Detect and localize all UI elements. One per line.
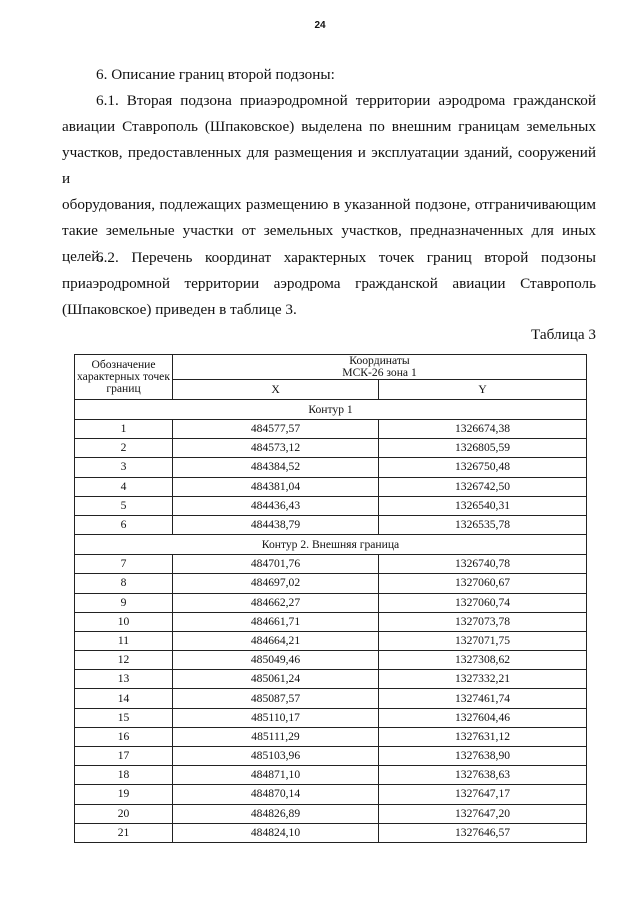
- paragraph-line: такие земельные участки от земельных участков, предназначенных для иных: [62, 222, 596, 239]
- table-row: [75, 651, 587, 670]
- point-number: 5: [75, 496, 173, 515]
- point-number: 4: [75, 477, 173, 496]
- y-coordinate: 1327060,67: [379, 574, 587, 593]
- table-row: [75, 747, 587, 766]
- x-coordinate: 484661,71: [173, 612, 379, 631]
- x-coordinate: 484577,57: [173, 420, 379, 439]
- table-row: [75, 823, 587, 842]
- y-coordinate: 1327647,20: [379, 804, 587, 823]
- paragraph-line: целей.: [62, 248, 104, 265]
- y-coordinate: 1326535,78: [379, 515, 587, 534]
- x-coordinate: 484438,79: [173, 515, 379, 534]
- coordinates-header-system: МСК-26 зона 1: [342, 366, 417, 379]
- table-body: [75, 400, 587, 843]
- x-coordinate: 485111,29: [173, 727, 379, 746]
- x-coordinate: 484573,12: [173, 439, 379, 458]
- x-coordinate: 485087,57: [173, 689, 379, 708]
- x-coordinate: 485049,46: [173, 651, 379, 670]
- table-row: [75, 785, 587, 804]
- y-coordinate: 1326540,31: [379, 496, 587, 515]
- table-row: [75, 804, 587, 823]
- coordinates-header-title: Координаты: [349, 354, 410, 367]
- table-row: [75, 477, 587, 496]
- y-coordinate: 1327461,74: [379, 689, 587, 708]
- x-coordinate: 484826,89: [173, 804, 379, 823]
- x-coordinate: 484824,10: [173, 823, 379, 842]
- y-coordinate: 1327638,63: [379, 766, 587, 785]
- point-number: 14: [75, 689, 173, 708]
- table-row: [75, 593, 587, 612]
- y-coordinate: 1326674,38: [379, 420, 587, 439]
- section-heading: [96, 62, 596, 88]
- point-number: 11: [75, 631, 173, 650]
- contour-1-title: Контур 1: [75, 400, 587, 420]
- x-coordinate: 485110,17: [173, 708, 379, 727]
- table-row: [75, 574, 587, 593]
- table-row: [75, 612, 587, 631]
- y-column-header: Y: [379, 380, 587, 400]
- point-number: 10: [75, 612, 173, 631]
- paragraph-6-2: [62, 245, 596, 323]
- point-number: 17: [75, 747, 173, 766]
- y-coordinate: 1326740,78: [379, 555, 587, 574]
- x-coordinate: 484697,02: [173, 574, 379, 593]
- point-number: 15: [75, 708, 173, 727]
- y-coordinate: 1327308,62: [379, 651, 587, 670]
- x-coordinate: 484381,04: [173, 477, 379, 496]
- x-coordinate: 485103,96: [173, 747, 379, 766]
- table-row: [75, 670, 587, 689]
- y-coordinate: 1327647,17: [379, 785, 587, 804]
- paragraph-line: авиации Ставрополь (Шпаковское) выделена по внешним границам земельных: [62, 118, 596, 135]
- table-row: [75, 515, 587, 534]
- points-column-header: Обозначение характерных точек границ: [75, 355, 173, 400]
- table-row: [75, 496, 587, 515]
- paragraph-line: 6.2. Перечень координат характерных точек границ второй подзоны: [96, 249, 596, 266]
- point-number: 18: [75, 766, 173, 785]
- point-number: 19: [75, 785, 173, 804]
- point-number: 3: [75, 458, 173, 477]
- x-coordinate: 485061,24: [173, 670, 379, 689]
- y-coordinate: 1327073,78: [379, 612, 587, 631]
- x-coordinate: 484870,14: [173, 785, 379, 804]
- y-coordinate: 1326805,59: [379, 439, 587, 458]
- table-row: [75, 420, 587, 439]
- x-coordinate: 484662,27: [173, 593, 379, 612]
- table-row: [75, 708, 587, 727]
- paragraph-line: (Шпаковское) приведен в таблице 3.: [62, 301, 297, 318]
- paragraph-line: оборудования, подлежащих размещению в указанной подзоне, отграничивающим: [62, 196, 596, 213]
- paragraph-6-1: [62, 88, 596, 270]
- point-number: 2: [75, 439, 173, 458]
- y-coordinate: 1327646,57: [379, 823, 587, 842]
- contour-2-title: Контур 2. Внешняя граница: [75, 535, 587, 555]
- y-coordinate: 1326750,48: [379, 458, 587, 477]
- x-column-header: X: [173, 380, 379, 400]
- table-row: [75, 631, 587, 650]
- section-heading-text: 6. Описание границ второй подзоны:: [96, 66, 335, 83]
- y-coordinate: 1326742,50: [379, 477, 587, 496]
- table-row: [75, 555, 587, 574]
- point-number: 9: [75, 593, 173, 612]
- y-coordinate: 1327604,46: [379, 708, 587, 727]
- y-coordinate: 1327631,12: [379, 727, 587, 746]
- point-number: 16: [75, 727, 173, 746]
- point-number: 1: [75, 420, 173, 439]
- point-number: 20: [75, 804, 173, 823]
- paragraph-line: 6.1. Вторая подзона приаэродромной территории аэродрома гражданской: [96, 92, 596, 109]
- table-row: [75, 458, 587, 477]
- x-coordinate: 484384,52: [173, 458, 379, 477]
- y-coordinate: 1327071,75: [379, 631, 587, 650]
- x-coordinate: 484664,21: [173, 631, 379, 650]
- coordinates-header: [173, 355, 587, 380]
- point-number: 21: [75, 823, 173, 842]
- y-coordinate: 1327060,74: [379, 593, 587, 612]
- table-row: [75, 689, 587, 708]
- paragraph-line: приаэродромной территории аэродрома гражданской авиации Ставрополь: [62, 275, 596, 292]
- point-number: 13: [75, 670, 173, 689]
- coordinates-table: [74, 354, 587, 843]
- point-number: 6: [75, 515, 173, 534]
- page-number: 24: [314, 20, 326, 31]
- y-coordinate: 1327332,21: [379, 670, 587, 689]
- point-number: 8: [75, 574, 173, 593]
- y-coordinate: 1327638,90: [379, 747, 587, 766]
- paragraph-line: участков, предоставленных для размещения и эксплуатации зданий, сооружений и: [62, 144, 596, 187]
- point-number: 12: [75, 651, 173, 670]
- x-coordinate: 484436,43: [173, 496, 379, 515]
- point-number: 7: [75, 555, 173, 574]
- table-row: [75, 727, 587, 746]
- table-caption: Таблица 3: [531, 326, 596, 343]
- x-coordinate: 484701,76: [173, 555, 379, 574]
- table-row: [75, 439, 587, 458]
- table-row: [75, 766, 587, 785]
- x-coordinate: 484871,10: [173, 766, 379, 785]
